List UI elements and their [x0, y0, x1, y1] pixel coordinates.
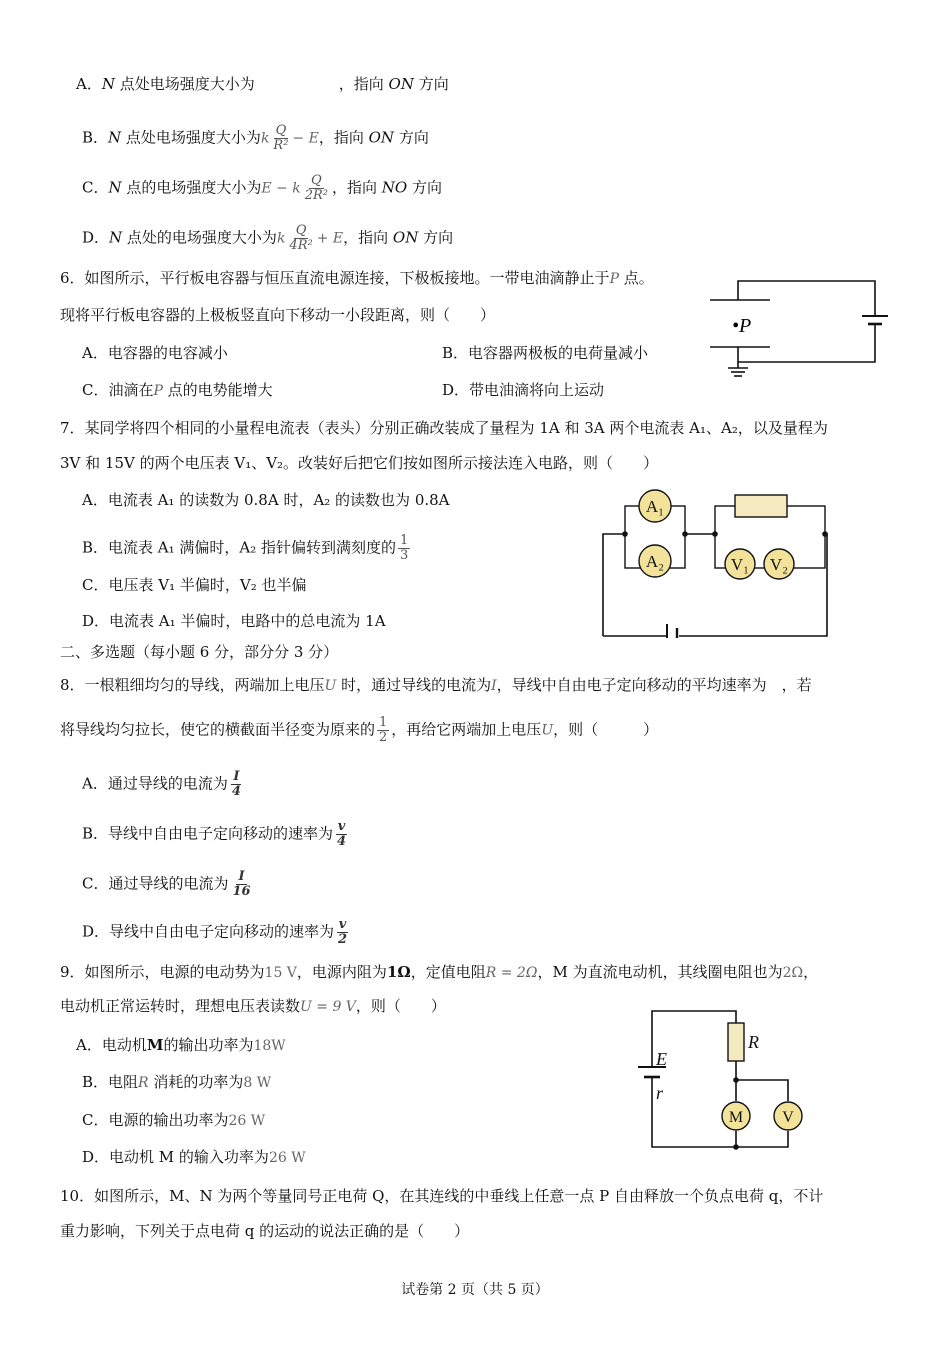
- fig-r-label: r: [656, 1083, 664, 1103]
- section-multiple-choice-heading: 二、多选题（每小题 6 分，部分分 3 分）: [60, 643, 339, 661]
- q7-option-a: A．电流表 A₁ 的读数为 0.8A 时，A₂ 的读数也为 0.8A: [82, 491, 450, 509]
- fig-p-label: •P: [732, 315, 752, 337]
- q7-stem-line2: 3V 和 15V 的两个电压表 V₁、V₂。改装好后把它们按如图所示接法连入电路，则（ ）: [60, 454, 659, 472]
- q10-stem-line1: 10．如图所示，M、N 为两个等量同号正电荷 Q，在其连线的中垂线上任意一点 P 自由释放一个负点电荷 q，不计: [60, 1187, 824, 1205]
- q9-option-d: D．电动机 M 的输入功率为26 W: [82, 1148, 306, 1166]
- q8-option-c: C．通过导线的电流为 $\frac{I}{16}$: [82, 869, 251, 899]
- q9-option-c: C．电源的输出功率为26 W: [82, 1111, 266, 1129]
- q7-stem-line1: 7．某同学将四个相同的小量程电流表（表头）分别正确改装成了量程为 1A 和 3A 两个电流表 A₁、A₂，以及量程为: [60, 419, 828, 437]
- fig-v1-label: V₁: [730, 555, 750, 574]
- fig-motor-label: M: [728, 1109, 744, 1126]
- q7-option-c: C．电压表 V₁ 半偏时，V₂ 也半偏: [82, 576, 307, 594]
- q5-option-c: C．N 点的电场强度大小为E − k $\frac{Q}{\text{2R²}}$ ，指向 NO 方向: [82, 173, 443, 203]
- motor-circuit-figure: [630, 1005, 820, 1155]
- q6-stem-line1: 6．如图所示，平行板电容器与恒压直流电源连接，下极板接地。一带电油滴静止于P 点。: [60, 269, 654, 287]
- q8-option-b: B．导线中自由电子定向移动的速率为 $\frac{v}{4}$: [82, 819, 347, 849]
- meters-circuit-figure: [595, 486, 835, 638]
- q8-option-a: A．通过导线的电流为 $\frac{I}{4}$: [82, 769, 241, 799]
- fig-e-label: E: [656, 1049, 667, 1069]
- q9-stem-line2: 电动机正常运转时，理想电压表读数U = 9 V，则（ ）: [60, 997, 446, 1015]
- q7-option-d: D．电流表 A₁ 半偏时，电路中的总电流为 1A: [82, 612, 386, 630]
- fig-a1-label: A₁: [645, 497, 665, 516]
- fig-voltmeter-label: V: [782, 1109, 794, 1126]
- q9-option-b: B．电阻R 消耗的功率为8 W: [82, 1073, 272, 1091]
- q8-option-d: D．导线中自由电子定向移动的速率为 $\frac{v}{2}$: [82, 917, 348, 947]
- fig-a2-label: A₂: [645, 552, 665, 571]
- page-footer: 试卷第 2 页（共 5 页）: [401, 1282, 549, 1298]
- q8-stem-line2: 将导线均匀拉长，使它的横截面半径变为原来的 $\frac{1}{2}$ ，再给它两端加上电压U，则（ ）: [60, 715, 659, 745]
- q7-option-b: B．电流表 A₁ 满偏时，A₂ 指针偏转到满刻度的 $\frac{1}{3}$: [82, 533, 409, 563]
- q6-option-c: C．油滴在P 点的电势能增大: [82, 381, 273, 399]
- q6-stem-line2: 现将平行板电容器的上极板竖直向下移动一小段距离，则（ ）: [60, 306, 496, 324]
- q6-option-d: D．带电油滴将向上运动: [442, 381, 605, 399]
- q5-option-d: D．N 点处的电场强度大小为k $\frac{Q}{\text{4R²}}$ + E，指向 ON 方向: [82, 223, 454, 253]
- fig-resistor-label: R: [748, 1032, 759, 1052]
- q9-option-a: A．电动机M的输出功率为18W: [76, 1036, 286, 1054]
- q6-option-a: A．电容器的电容减小: [82, 344, 228, 362]
- q6-option-b: B．电容器两极板的电荷量减小: [442, 344, 649, 362]
- fig-v2-label: V₂: [769, 555, 789, 574]
- q8-stem-line1: 8．一根粗细均匀的导线，两端加上电压U 时，通过导线的电流为I，导线中自由电子定向移动的平均速率为 ，若: [60, 676, 812, 694]
- q5-option-b: B．N 点处电场强度大小为k $\frac{Q}{\text{R²}}$ − E，指向 ON 方向: [82, 123, 429, 153]
- capacitor-circuit-figure: [700, 276, 900, 386]
- q5-option-a: A．N 点处电场强度大小为 ，指向 ON 方向: [76, 75, 449, 93]
- q10-stem-line2: 重力影响，下列关于点电荷 q 的运动的说法正确的是（ ）: [60, 1222, 470, 1240]
- q9-stem-line1: 9．如图所示，电源的电动势为15 V，电源内阻为1Ω，定值电阻R = 2Ω，M 为直流电动机，其线圈电阻也为2Ω，: [60, 963, 819, 981]
